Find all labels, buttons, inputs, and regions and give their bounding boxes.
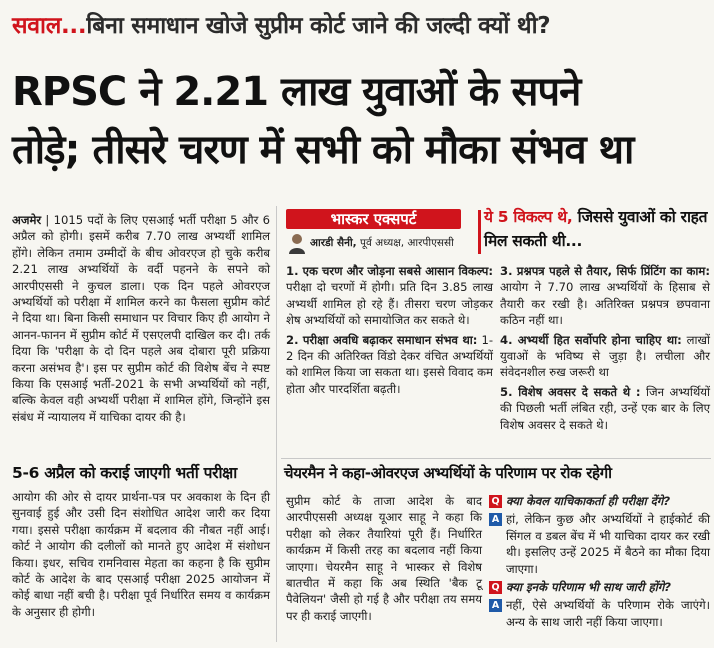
option-heading: 2. परीक्षा अवधि बढ़ाकर समाधान संभव था:: [286, 332, 478, 347]
option-item: [286, 263, 493, 329]
expert-photo-icon: [288, 232, 306, 254]
answer-tag: A: [489, 599, 502, 612]
expert-designation: पूर्व अध्यक्ष, आरपीएससी: [360, 237, 454, 249]
option-text: जिन अभ्यर्थियों की पिछली भर्ती लंबित रही, उन्हें एक बार के लिए विशेष अवसर दे सकते थे।: [500, 384, 710, 432]
qa-answer: [489, 511, 710, 577]
column-divider: [276, 206, 277, 642]
kicker-prefix: सवाल...: [12, 13, 87, 39]
options-column-2: [500, 263, 710, 436]
question-text: क्या केवल याचिकाकर्ता ही परीक्षा देंगे?: [506, 494, 671, 508]
option-item: [500, 263, 710, 329]
qa-answer: [489, 597, 710, 630]
option-heading: 3. प्रश्नपत्र पहले से तैयार, सिर्फ प्रिंटिंग का काम:: [500, 264, 710, 278]
qa-question: [489, 579, 710, 595]
answer-tag: A: [489, 513, 502, 526]
expert-brand-badge: भास्कर एक्सपर्ट: [286, 209, 461, 229]
qa-question: [489, 493, 710, 509]
question-tag: Q: [489, 495, 502, 508]
question-text: क्या इनके परिणाम भी साथ जारी होंगे?: [506, 580, 671, 595]
kicker-text: बिना समाधान खोजे सुप्रीम कोर्ट जाने की जल्दी क्यों थी?: [86, 13, 551, 39]
answer-text: नहीं, ऐसे अभ्यर्थियों के परिणाम रोके जाएंगे। अन्य के साथ जारी नहीं किया जाएगा।: [506, 598, 710, 629]
options-column-1: [286, 263, 493, 400]
headline-line-1: RPSC ने 2.21 लाख युवाओं के सपने: [12, 69, 581, 115]
option-text: आयोग ने 7.70 लाख अभ्यर्थियों के हिसाब से तैयारी कर रखी है। अतिरिक्त प्रश्नपत्र छपवाना कठिन नहीं था।: [500, 280, 710, 328]
story-paragraph-2: आयोग की ओर से दायर प्रार्थना-पत्र पर अवकाश के दिन ही सुनवाई हुई और उसी दिन संशोधित आदेश जारी कर दिया गया। इससे परीक्षा कार्यक्रम में बदलाव की नौबत नहीं आई। कोर्ट ने आयोग की दलीलों को मानते हुए आदेश में संशोधन किया। इधर, सचिव रामनिवास मेहता का कहना है कि सुप्रीम कोर्ट के आदेश के बाद एसआई परीक्षा 2025 आयोजन में कोई बाधा नहीं बची है। परीक्षा पूर्व निर्धारित समय व कार्यक्रम के अनुसार ही होगी।: [12, 490, 270, 619]
chairman-paragraph: सुप्रीम कोर्ट के ताजा आदेश के बाद आरपीएससी अध्यक्ष यूआर साहू ने कहा कि परीक्षा को लेकर तैयारियां पूरी हैं। निर्धारित कार्यक्रम में किसी तरह का बदलाव नहीं किया जाएगा। चेयरमैन साहू ने भास्कर से विशेष बातचीत में कहा कि अब स्थिति 'बैक टू पैवेलियन' जैसी हो गई है और परीक्षा तय समय पर ही कराई जाएगी।: [286, 494, 482, 623]
story-subhead: 5-6 अप्रैल को कराई जाएगी भर्ती परीक्षा: [12, 464, 237, 482]
option-item: [500, 384, 710, 433]
option-text: लाखों युवाओं के भविष्य से जुड़ा है। लचीला और संवेदनशील रुख जरूरी था: [500, 332, 711, 380]
dateline: अजमेर: [12, 213, 42, 227]
expert-byline: [310, 236, 470, 250]
kicker-line: [12, 8, 712, 40]
option-text: 1-2 दिन की अतिरिक्त विंडो देकर वंचित अभ्यर्थियों को शामिल किया जा सकता था। इससे विवाद कम होता और पारदर्शिता बढ़ती।: [286, 332, 494, 396]
option-item: [500, 332, 710, 381]
headline-line-2: तोड़े; तीसरे चरण में सभी को मौका संभव था: [12, 127, 634, 173]
options-title: [484, 205, 710, 253]
options-title-accent: [478, 210, 481, 254]
option-item: [286, 332, 493, 398]
expert-name: आरडी सैनी,: [310, 237, 357, 249]
story-paragraph-1: [12, 212, 270, 425]
options-title-red: ये 5 विकल्प थे,: [484, 208, 573, 226]
question-tag: Q: [489, 581, 502, 594]
option-heading: 5. विशेष अवसर दे सकते थे :: [500, 384, 641, 399]
options-title-rest: जिससे युवाओं को राहत मिल सकती थी...: [484, 208, 708, 250]
option-heading: 4. अभ्यर्थी हित सर्वोपरि होना चाहिए था:: [500, 332, 682, 347]
option-heading: 1. एक चरण और जोड़ना सबसे आसान विकल्प:: [286, 264, 493, 278]
answer-text: हां, लेकिन कुछ और अभ्यर्थियों ने हाईकोर्ट की सिंगल व डबल बेंच में भी याचिका दायर कर रखी थी। इसलिए उन्हें 2025 में बैठने का मौका दिया जाएगा।: [506, 512, 710, 576]
option-text: परीक्षा दो चरणों में होगी। प्रति दिन 3.85 लाख अभ्यर्थी शामिल हो रहे हैं। तीसरा चरण जोड़कर शेष अभ्यर्थियों को समायोजित कर सकते थे।: [286, 280, 493, 328]
dateline-sep: |: [41, 213, 54, 227]
chairman-subhead: चेयरमैन ने कहा-ओवरएज अभ्यर्थियों के परिणाम पर रोक रहेगी: [284, 464, 612, 482]
chairman-qa: [489, 493, 710, 632]
story-body-1: 1015 पदों के लिए एसआई भर्ती परीक्षा 5 और 6 अप्रैल को होगी। इसमें करीब 7.70 लाख अभ्यर्थी शामिल होंगे। लेकिन तमाम उम्मीदों के बीच ओवरएज हो चुके करीब 2.21 लाख अभ्यर्थियों के वर्दी पहनने के सपने को आरपीएससी ने कुचल डाला। एक दिन पहले ओवरएज अभ्यर्थियों को परीक्षा में शामिल करने का फैसला सुप्रीम कोर्ट ने दिया था। बिना किसी समाधान पर विचार किए ही आयोग ने आनन-फानन में सुप्रीम कोर्ट में एसएलपी दाखिल कर दी। तर्क दिया कि 'परीक्षा के दो दिन पहले अब दोबारा पूरी प्रक्रिया करना असंभव है'। इस पर सुप्रीम कोर्ट की विशेष बेंच ने स्पष्ट किया कि एसआई भर्ती-2021 के सभी अभ्यर्थियों को नहीं, बल्कि केवल वही अभ्यर्थी परीक्षा में शामिल होंगे, जिन्होंने इस संबंध में न्यायालय में याचिका दायर की है।: [12, 213, 270, 424]
section-divider: [281, 458, 711, 459]
